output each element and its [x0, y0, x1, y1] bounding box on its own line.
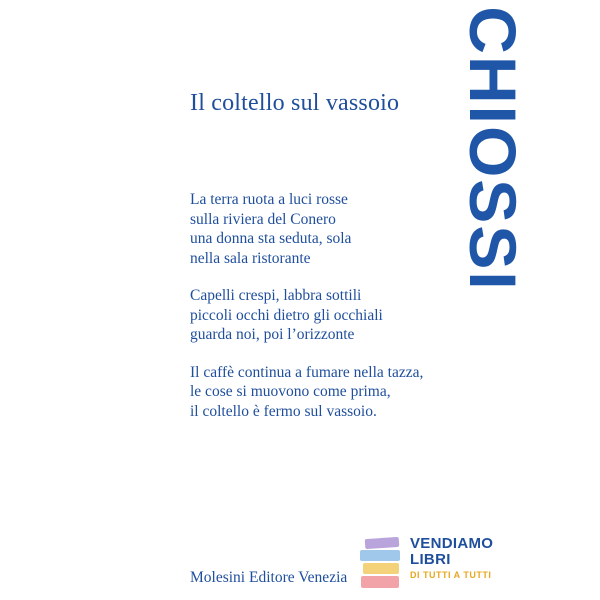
poem-stanza	[190, 363, 490, 422]
book-yellow	[363, 563, 399, 574]
book-title: Il coltello sul vassoio	[190, 90, 400, 116]
poem-line: nella sala ristorante	[190, 249, 311, 267]
poem-line: Il caffè continua a fumare nella tazza,	[190, 363, 424, 381]
book-blue	[360, 550, 400, 561]
poem-stanza	[190, 190, 490, 268]
poem-line: piccoli occhi dietro gli occhiali	[190, 306, 383, 324]
book-pink	[361, 576, 399, 588]
badge-line-vendiamo: VENDIAMO	[410, 535, 494, 552]
vendiamo-libri-badge	[358, 535, 494, 590]
poem-line: sulla riviera del Conero	[190, 210, 336, 228]
poem-line: Capelli crespi, labbra sottili	[190, 287, 362, 304]
poem-stanza	[190, 286, 490, 345]
badge-text	[410, 536, 493, 582]
badge-line-tagline: DI TUTTI A TUTTI	[410, 570, 492, 580]
poem-line: guarda noi, poi l’orizzonte	[190, 326, 355, 343]
stacked-books-icon	[358, 536, 406, 590]
poem-line: il coltello è fermo sul vassoio.	[190, 402, 377, 420]
poem	[190, 190, 490, 439]
author-name: CHIOSSI	[456, 6, 530, 292]
publisher-name: Molesini Editore Venezia	[190, 569, 348, 586]
badge-line-libri: LIBRI	[410, 551, 451, 568]
poem-line: le cose si muovono come prima,	[190, 383, 391, 400]
book-purple	[365, 537, 400, 549]
poem-line: una donna sta seduta, sola	[190, 230, 352, 247]
poem-line: La terra ruota a luci rosse	[190, 191, 348, 208]
